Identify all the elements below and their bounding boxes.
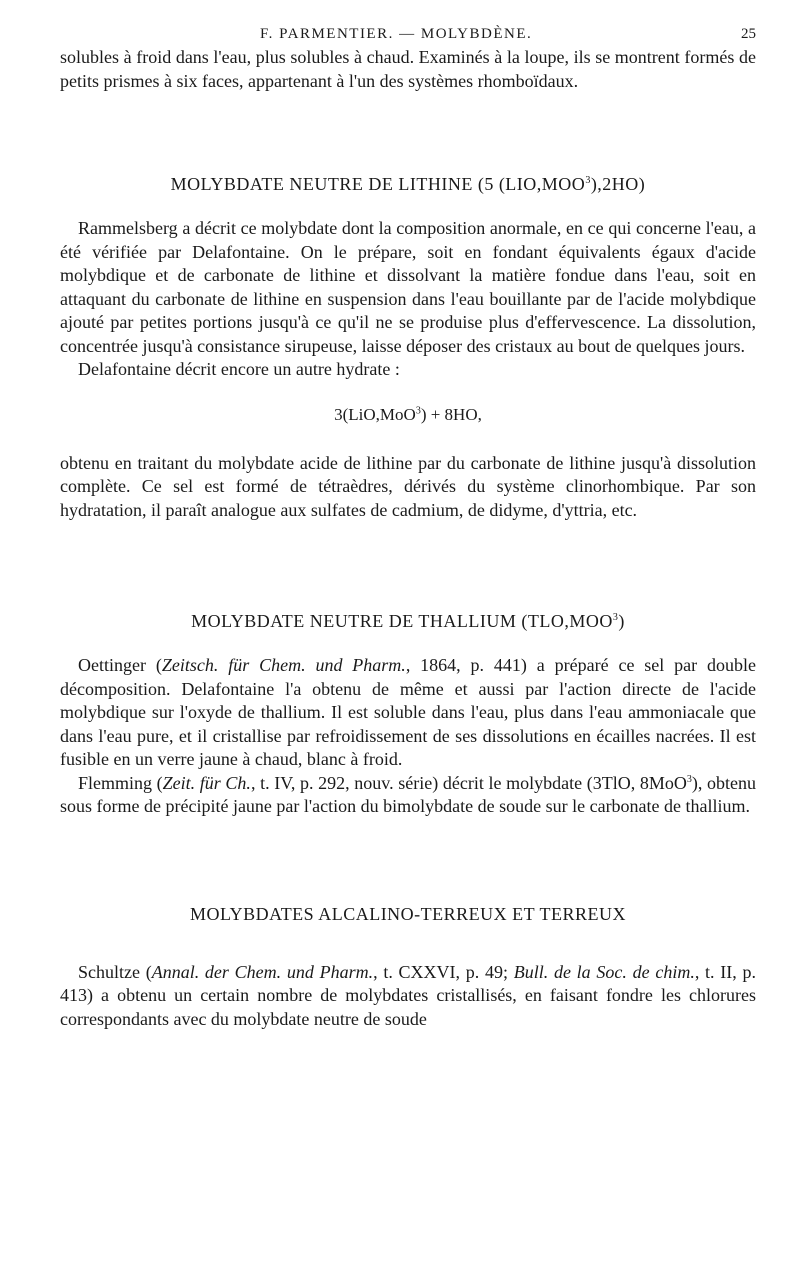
running-header xyxy=(60,22,756,46)
superscript: 3 xyxy=(612,612,619,623)
superscript: 3 xyxy=(686,773,692,785)
text-run: Schultze ( xyxy=(78,961,152,982)
citation-title: Bull. de la Soc. de chim. xyxy=(513,961,695,982)
section-heading-thallium xyxy=(60,611,756,632)
citation-title: Zeitsch. für Chem. und Pharm. xyxy=(161,655,406,675)
citation-title: Zeit. für Ch. xyxy=(162,772,251,793)
heading-text: MOLYBDATE NEUTRE DE LITHINE (5 (LIO,MOO xyxy=(170,174,586,194)
text-run: ), obtenu sous forme de précipité jaune par l'action du bimolybdate de soude sur le carbonate de thallium. xyxy=(60,772,757,816)
chemical-formula xyxy=(60,405,756,425)
text-run: Oettinger ( xyxy=(78,655,162,675)
text-run: Flemming ( xyxy=(78,772,163,793)
paragraph-lithine-3: obtenu en traitant du molybdate acide de lithine par du carbonate de lithine jusqu'à dissolution complète. Ce sel est formé de tétraèdres, dérivés du système clinorhombique. Par son hydratation, il paraît analogue aux sulfates de cadmium, de didyme, d'yttria, etc. xyxy=(60,452,756,520)
citation-title: Annal. der Chem. und Pharm. xyxy=(151,961,374,982)
formula-text: 3(LiO,MoO xyxy=(334,404,416,424)
paragraph-lithine-1: Rammelsberg a décrit ce molybdate dont la composition anormale, en ce qui concerne l'eau, a été vérifiée par Delafontaine. On le prépare, soit en fondant équivalents égaux d'acide molybdique et de carbonate de lithine et dissolvant la matière fondue dans l'eau, soit en attaquant du carbonate de lithine en suspension dans l'eau bouillante par de l'acide molybdique ajouté par petites portions jusqu'à ce qu'il ne se produise plus d'effervescence. La dissolution, concentrée jusqu'à consistance sirupeuse, laisse déposer des cristaux au bout de quelques jours. xyxy=(60,218,756,356)
text-run: , t. IV, p. 292, nouv. série) décrit le molybdate (3TlO, 8MoO xyxy=(250,772,687,793)
section-heading-lithine xyxy=(60,174,756,195)
formula-text: ) + 8HO, xyxy=(420,404,482,424)
paragraph-continuation: solubles à froid dans l'eau, plus solubles à chaud. Examinés à la loupe, ils se montrent formés de petits prismes à six faces, appartenant à l'un des systèmes rhomboïdaux. xyxy=(60,47,756,91)
text-run: , t. CXXVI, p. 49; xyxy=(373,961,514,982)
paragraph-thallium-2 xyxy=(60,772,756,819)
paragraph-lithine-2: Delafontaine décrit encore un autre hydrate : xyxy=(78,359,400,379)
running-title: F. PARMENTIER. — MOLYBDÈNE. xyxy=(260,26,533,42)
text-run: , t. II, p. 413) a obtenu un certain nombre de molybdates cristallisés, en faisant fondre les chlorures correspondants avec du molybdate neutre de soude xyxy=(60,961,756,1029)
paragraph-thallium-1 xyxy=(60,654,756,772)
page-number: 25 xyxy=(741,26,756,42)
superscript: 3 xyxy=(415,404,421,416)
superscript: 3 xyxy=(585,175,591,186)
section-heading-alcalino-terreux: MOLYBDATES ALCALINO-TERREUX ET TERREUX xyxy=(189,903,627,924)
heading-text: ),2HO) xyxy=(590,174,646,194)
heading-text: ) xyxy=(618,611,625,631)
text-run: , 1864, p. 441) a préparé ce sel par double décomposition. Delafontaine l'a obtenu de même et aussi par l'action directe de l'acide molybdique sur l'oxyde de thallium. Il est soluble dans l'eau, plus dans l'eau ammoniacale que dans l'eau pure, et il cristallise par refroidissement de ses dissolutions en écailles nacrées. Il est fusible en un verre jaune à chaud, blanc à froid. xyxy=(60,655,757,769)
paragraph-alcalino-1 xyxy=(60,961,756,1032)
heading-text: MOLYBDATE NEUTRE DE THALLIUM (TLO,MOO xyxy=(191,611,613,631)
